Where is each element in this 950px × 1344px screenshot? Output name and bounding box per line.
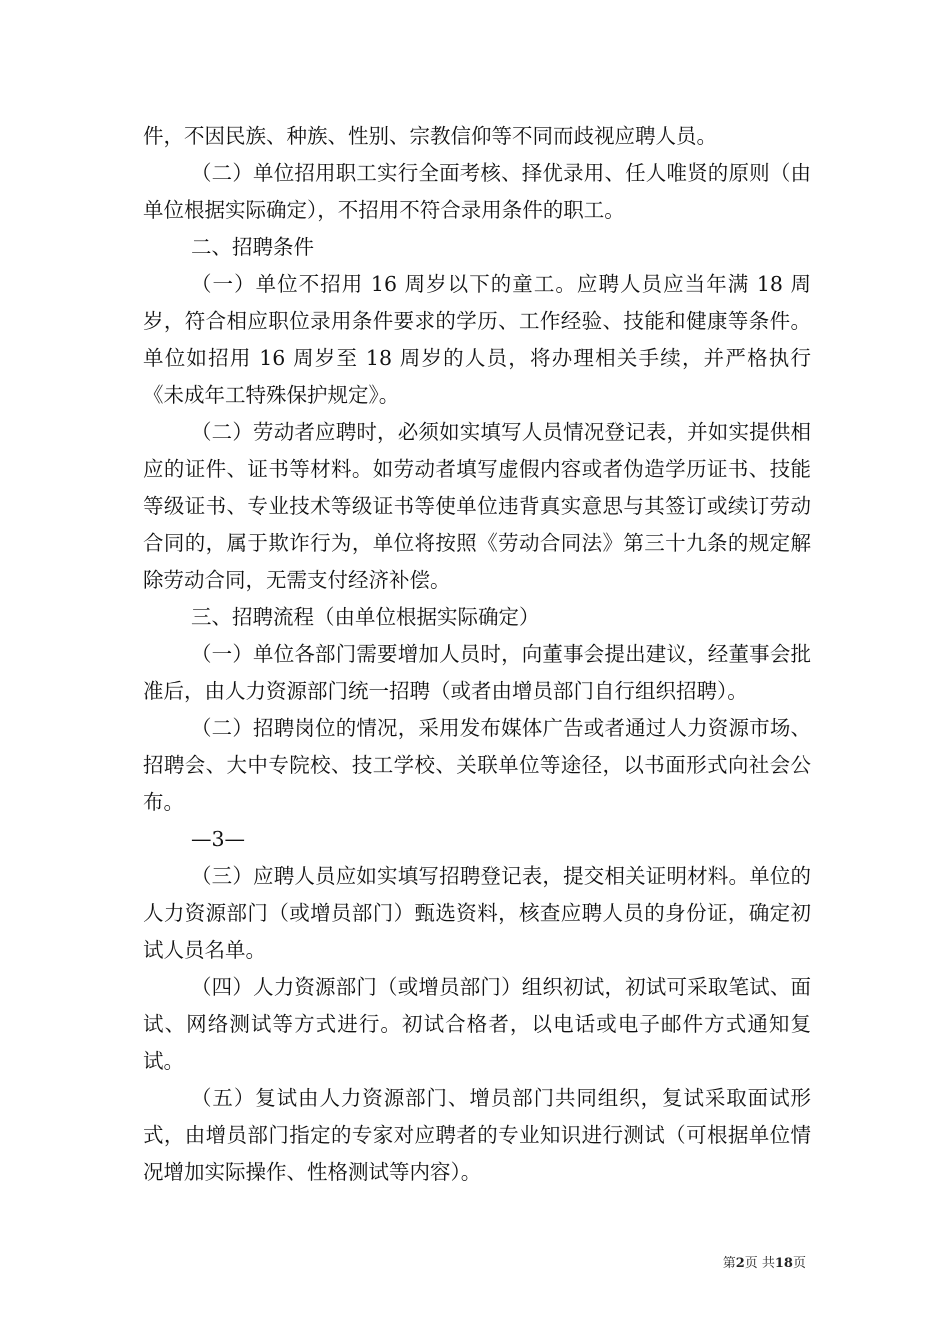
footer-prefix: 第	[722, 1256, 736, 1271]
section-heading: 二、招聘条件	[191, 235, 314, 259]
paragraph: （二）招聘岗位的情况，采用发布媒体广告或者通过人力资源市场、招聘会、大中专院校、技工学校、关联单位等途径，以书面形式向社会公布。	[143, 716, 811, 814]
paragraph: （二）单位招用职工实行全面考核、择优录用、任人唯贤的原则（由单位根据实际确定），不招用不符合录用条件的职工。	[143, 161, 811, 222]
paragraph: （二）劳动者应聘时，必须如实填写人员情况登记表，并如实提供相应的证件、证书等材料。如劳动者填写虚假内容或者伪造学历证书、技能等级证书、专业技术等级证书等使单位违背真实意思与其签订或续订劳动合同的，属于欺诈行为，单位将按照《劳动合同法》第三十九条的规定解除劳动合同，无需支付经济补偿。	[143, 420, 811, 592]
paragraph: （三）应聘人员应如实填写招聘登记表，提交相关证明材料。单位的人力资源部门（或增员部门）甄选资料，核查应聘人员的身份证，确定初试人员名单。	[143, 864, 811, 962]
footer-total-pages: 18	[774, 1256, 793, 1271]
footer-middle: 页 共	[744, 1256, 775, 1271]
inline-page-marker: —3—	[191, 827, 246, 851]
paragraph: （一）单位各部门需要增加人员时，向董事会提出建议，经董事会批准后，由人力资源部门统一招聘（或者由增员部门自行组织招聘）。	[143, 642, 811, 703]
document-body	[143, 118, 811, 1191]
footer-current-page: 2	[735, 1256, 745, 1271]
paragraph: （四）人力资源部门（或增员部门）组织初试，初试可采取笔试、面试、网络测试等方式进行。初试合格者，以电话或电子邮件方式通知复试。	[143, 975, 811, 1073]
footer-suffix: 页	[792, 1256, 806, 1271]
paragraph: 件，不因民族、种族、性别、宗教信仰等不同而歧视应聘人员。	[143, 124, 717, 148]
page-footer	[0, 1256, 806, 1272]
paragraph: （一）单位不招用 16 周岁以下的童工。应聘人员应当年满 18 周岁，符合相应职位录用条件要求的学历、工作经验、技能和健康等条件。单位如招用 16 周岁至 18 周岁的人员，将办理相关手续，并严格执行《未成年工特殊保护规定》。	[143, 272, 811, 407]
section-heading: 三、招聘流程（由单位根据实际确定）	[191, 605, 540, 629]
paragraph: （五）复试由人力资源部门、增员部门共同组织，复试采取面试形式，由增员部门指定的专家对应聘者的专业知识进行测试（可根据单位情况增加实际操作、性格测试等内容）。	[143, 1086, 811, 1184]
